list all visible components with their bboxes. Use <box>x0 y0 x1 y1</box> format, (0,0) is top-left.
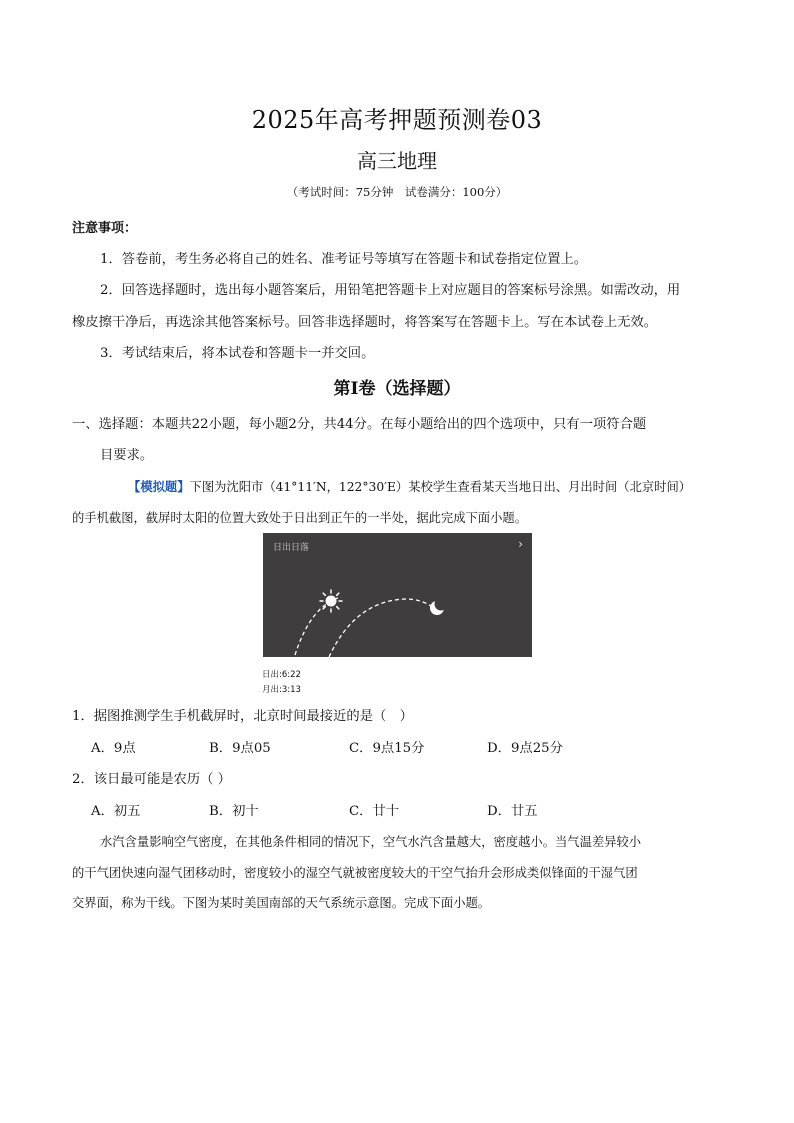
passage-1-line-2: 的手机截图，截屏时太阳的位置大致处于日出到正午的一半处，据此完成下面小题。 <box>72 511 527 525</box>
sunrise-caption: 日出:6:22 <box>262 670 301 680</box>
tag-bracket-close: 】 <box>177 479 190 494</box>
notice-item-1: 1．答卷前，考生务必将自己的姓名、准考证号等填写在答题卡和试卷指定位置上。 <box>100 252 588 267</box>
exam-time-note: （考试时间：75分钟 试卷满分：100分） <box>286 185 508 199</box>
question-1-option-a: A．9点 <box>91 741 136 756</box>
section-instruction-line-2: 目要求。 <box>100 448 154 463</box>
page-subtitle: 高三地理 <box>357 149 437 173</box>
passage-2-line-1: 水汽含量影响空气密度，在其他条件相同的情况下，空气水汽含量越大，密度越小。当气温差异较小 <box>100 835 642 849</box>
question-2-option-a: A．初五 <box>91 804 141 819</box>
question-1-option-b: B．9点05 <box>209 741 271 756</box>
sun-icon <box>320 590 342 612</box>
notice-item-2-line-1: 2．回答选择题时，选出每小题答案后，用铅笔把答题卡上对应题目的答案标号涂黑。如需改动，用 <box>100 283 681 298</box>
screenshot-title: 日出日落 <box>273 543 310 553</box>
question-2-option-c: C．廿十 <box>349 804 400 819</box>
moonrise-caption: 月出:3:13 <box>262 685 301 695</box>
chevron-right-icon: › <box>518 537 523 551</box>
question-2-stem: 2．该日最可能是农历（ ） <box>72 772 231 787</box>
notice-item-3: 3．考试结束后，将本试卷和答题卡一并交回。 <box>100 346 375 361</box>
tag-label: 模拟题 <box>140 479 178 494</box>
passage-1-line-1-text: 下图为沈阳市（41°11′N，122°30′E）某校学生查看某天当地日出、月出时间（北京时间） <box>189 480 692 494</box>
section-instruction-line-1: 一、选择题：本题共22小题，每小题2分，共44分。在每小题给出的四个选项中，只有一项符合题 <box>72 417 647 432</box>
question-2-option-d: D．廿五 <box>487 804 538 819</box>
question-1-option-c: C．9点15分 <box>349 741 425 756</box>
sun-path-arc <box>295 597 341 655</box>
question-1-stem: 1．据图推测学生手机截屏时，北京时间最接近的是（ ） <box>72 709 413 724</box>
crescent-moon-icon <box>430 598 448 616</box>
question-2-option-b: B．初十 <box>209 804 259 819</box>
passage-2-line-2: 的干气团快速向湿气团移动时，密度较小的湿空气就被密度较大的干空气抬升会形成类似锋面的干湿气团 <box>72 866 638 880</box>
sunrise-screenshot <box>263 533 532 657</box>
passage-2-line-3: 交界面，称为干线。下图为某时美国南部的天气系统示意图。完成下面小题。 <box>72 896 491 910</box>
passage-1-line-1 <box>128 477 691 495</box>
notice-heading: 注意事项： <box>72 221 138 236</box>
tag-bracket-open: 【 <box>128 479 141 494</box>
page-title: 2025年高考押题预测卷03 <box>251 106 543 134</box>
section-title: 第Ⅰ卷（选择题） <box>333 379 461 399</box>
notice-item-2-line-2: 橡皮擦干净后，再选涂其他答案标号。回答非选择题时，将答案写在答题卡上。写在本试卷上无效。 <box>72 315 658 330</box>
moon-path-arc <box>329 599 437 657</box>
question-1-option-d: D．9点25分 <box>487 741 563 756</box>
